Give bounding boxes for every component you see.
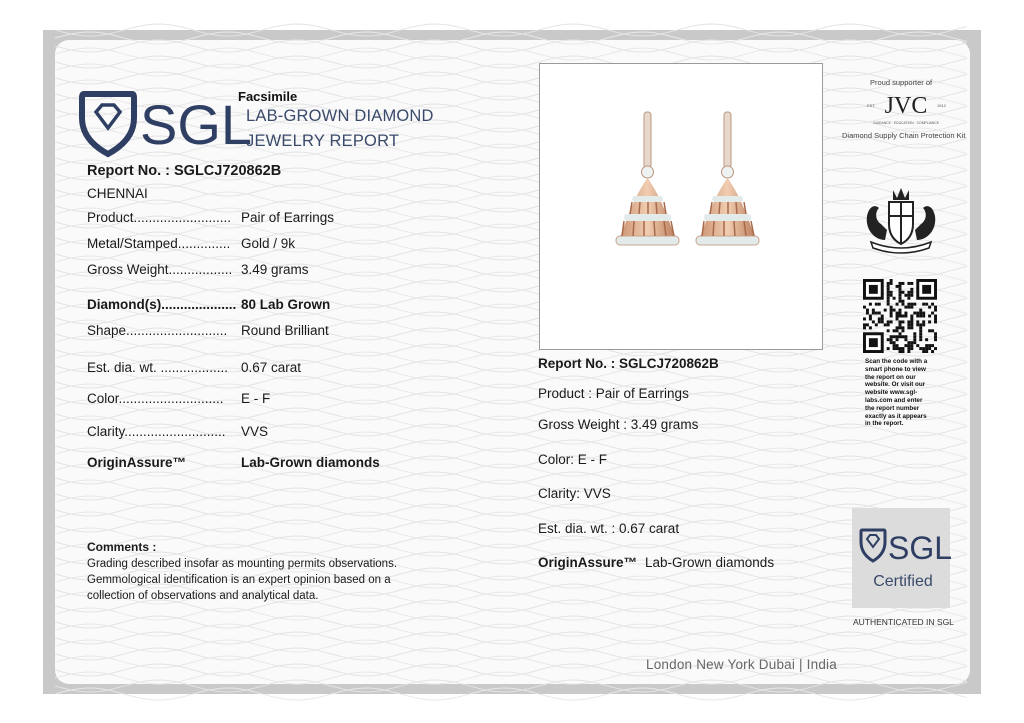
detail-row-shape <box>87 323 329 338</box>
detail-value: 3.49 grams <box>241 262 309 277</box>
detail-label: Shape........................... <box>87 323 228 338</box>
svg-text:GUIDANCE · EDUCATION · COMPLIA: GUIDANCE · EDUCATION · COMPLIANCE <box>872 121 940 125</box>
photo-color: Color: E - F <box>538 452 608 467</box>
detail-value: 80 Lab Grown <box>241 297 331 312</box>
detail-label: Color............................ <box>87 391 224 406</box>
detail-row-est-dia-wt <box>87 360 301 375</box>
sgl-shield-icon <box>82 94 134 154</box>
comments-text <box>87 556 427 604</box>
comments-line: collection of observations and analytical data. <box>87 590 319 602</box>
earrings-illustration-icon <box>540 64 822 349</box>
report-title-line1: LAB-GROWN DIAMOND <box>246 107 434 125</box>
photo-clarity: Clarity: VVS <box>538 486 611 501</box>
detail-value: VVS <box>241 424 269 439</box>
detail-value: Pair of Earrings <box>241 210 335 225</box>
photo-origin-assure-label: OriginAssure™ <box>538 555 638 570</box>
authenticated-label: AUTHENTICATED IN SGL <box>853 617 954 627</box>
sgl-certified-badge <box>852 508 953 608</box>
facsimile-label: Facsimile <box>238 89 298 104</box>
issuing-city: CHENNAI <box>87 186 148 201</box>
photo-origin-assure-value: Lab-Grown diamonds <box>645 555 775 570</box>
qr-code-icon <box>863 279 937 353</box>
detail-row-clarity <box>87 424 268 439</box>
comments-line: Gemmological identification is an expert opinion based on a <box>87 574 391 586</box>
scan-line: smart phone to view <box>865 365 926 373</box>
comments-heading: Comments : <box>87 540 157 554</box>
detail-label: Diamond(s).................... <box>87 297 237 312</box>
earrings-photo <box>539 63 823 350</box>
scan-line: in the report. <box>865 420 904 428</box>
detail-row-product <box>87 210 334 225</box>
coat-of-arms-icon <box>857 180 945 252</box>
svg-text:1912: 1912 <box>937 103 946 108</box>
certificate-card <box>55 40 970 684</box>
photo-report-number: Report No. : SGLCJ720862B <box>538 356 719 371</box>
detail-label: Est. dia. wt. .................. <box>87 360 229 375</box>
photo-est-dia-wt: Est. dia. wt. : 0.67 carat <box>538 521 680 536</box>
scan-line: labs.com and enter <box>865 396 923 404</box>
detail-label: Clarity........................... <box>87 424 226 439</box>
svg-text:EST.: EST. <box>867 103 876 108</box>
scan-line: exactly as it appears <box>865 412 927 420</box>
svg-text:JVC: JVC <box>884 93 928 119</box>
svg-text:SGL: SGL <box>140 93 253 156</box>
detail-row-color <box>87 391 270 406</box>
scan-line: website www.sgl- <box>865 389 918 397</box>
comments-line: Grading described insofar as mounting permits observations. <box>87 558 398 570</box>
scan-instructions <box>865 358 943 428</box>
sgl-logo <box>80 88 253 158</box>
earring-left <box>616 112 679 245</box>
detail-value: E - F <box>241 391 271 406</box>
svg-text:Certified: Certified <box>873 573 933 590</box>
scan-line: Scan the code with a <box>865 358 928 365</box>
report-number: Report No. : SGLCJ720862B <box>87 163 282 179</box>
svg-text:SGL: SGL <box>888 530 953 566</box>
detail-value: Round Brilliant <box>241 323 329 338</box>
detail-label: Metal/Stamped.............. <box>87 236 231 251</box>
scan-line: the report number <box>865 404 920 412</box>
earring-right <box>696 112 759 245</box>
detail-row-gross-weight <box>87 262 309 277</box>
detail-label: Product.......................... <box>87 210 232 225</box>
dscp-kit-label: Diamond Supply Chain Protection Kit <box>842 131 966 140</box>
scan-line: the report on our <box>865 373 916 381</box>
report-title-line2: JEWELRY REPORT <box>246 132 400 150</box>
detail-row-diamonds <box>87 297 330 312</box>
footer-cities: London New York Dubai | India <box>646 657 837 672</box>
detail-value: Gold / 9k <box>241 236 296 251</box>
jvc-logo <box>861 87 951 129</box>
photo-gross-weight: Gross Weight : 3.49 grams <box>538 417 699 432</box>
detail-label: Gross Weight................. <box>87 262 233 277</box>
origin-assure-label: OriginAssure™ <box>87 455 187 470</box>
scan-line: website. Or visit our <box>865 381 926 389</box>
detail-value: 0.67 carat <box>241 360 302 375</box>
proud-supporter-label: Proud supporter of <box>870 78 933 87</box>
sgl-certified-logo <box>852 508 953 608</box>
detail-row-metal <box>87 236 295 251</box>
origin-assure-value: Lab-Grown diamonds <box>241 455 380 470</box>
photo-product: Product : Pair of Earrings <box>538 386 689 401</box>
